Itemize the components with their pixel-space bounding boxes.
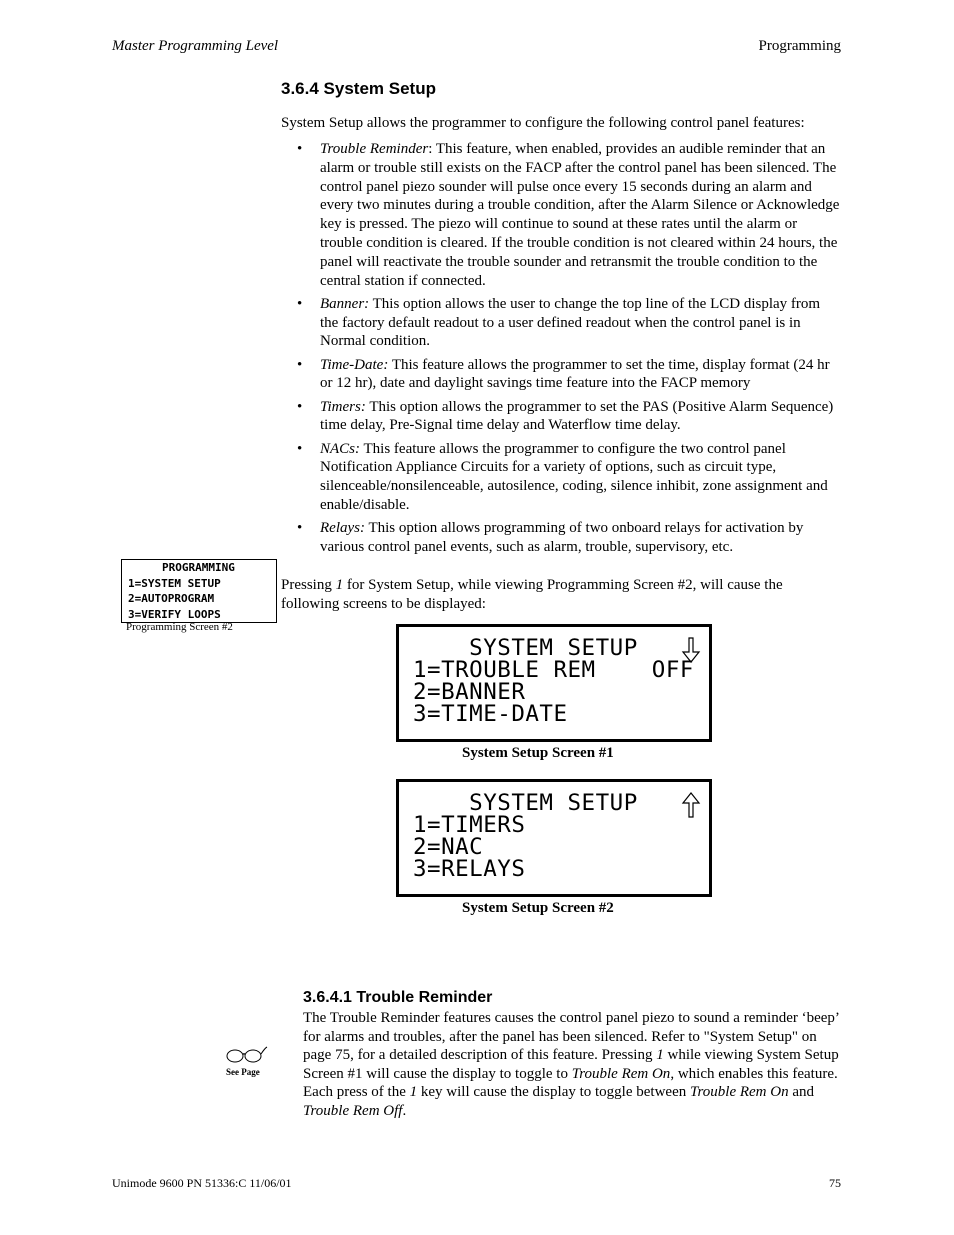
section-heading: 3.6.4 System Setup <box>281 79 436 98</box>
screen-caption: System Setup Screen #2 <box>462 900 614 916</box>
list-item <box>281 440 841 515</box>
lcd-line: SYSTEM SETUP <box>413 635 638 661</box>
list-item <box>281 519 841 557</box>
footer-document-id: Unimode 9600 PN 51336:C 11/06/01 <box>112 1176 292 1190</box>
bullet-icon: • <box>297 520 303 537</box>
bullet-icon: • <box>297 295 303 312</box>
list-item <box>281 356 841 394</box>
system-setup-screen-1 <box>396 624 712 742</box>
feature-term: Time-Date: <box>320 356 389 373</box>
feature-term: Trouble Reminder <box>320 141 429 157</box>
lcd-line: 2=NAC <box>413 834 484 860</box>
page-number: 75 <box>829 1176 841 1190</box>
eyeglasses-icon <box>224 1045 268 1065</box>
feature-term: Timers: <box>320 398 366 415</box>
screen-caption: System Setup Screen #1 <box>462 745 614 761</box>
running-header-title: Master Programming Level <box>112 38 279 54</box>
feature-term: Banner: <box>320 295 370 312</box>
programming-screen-display <box>121 559 277 623</box>
see-page-label: See Page <box>226 1067 260 1077</box>
trouble-reminder-paragraph: The Trouble Reminder features causes the control panel piezo to sound a reminder ‘beep’ for alarms and troubles, after the panel has been silenced. Refer to "System Setup" on page 75, for a detailed description of this feature. Pressing 1 while viewing System Setup Screen #1 will cause the display to toggle to Trouble Rem On, which enables this feature. Each press of the 1 key will cause the display to toggle between Trouble Rem On and Trouble Rem Off. <box>303 1010 839 1119</box>
bullet-icon: • <box>297 440 303 457</box>
programming-screen-line: 3=VERIFY LOOPS <box>128 607 221 621</box>
feature-list <box>281 140 841 561</box>
bullet-icon: • <box>297 398 303 415</box>
list-item <box>281 295 841 351</box>
feature-description: This option allows programming of two onboard relays for activation by various control panel events, such as alarm, trouble, supervisory, etc. <box>320 520 804 555</box>
programming-screen-caption: Programming Screen #2 <box>126 621 233 633</box>
feature-description: This feature, when enabled, provides an audible reminder that an alarm or trouble still exists on the FACP after the control panel has been silenced. The control panel piezo sounder will pulse once every 15 seconds during an alarm and every two minutes during a trouble condition, after the Alarm Silence or Acknowledge key is pressed. The piezo will continue to sound at these rates until the alarm or trouble condition is cleared. If the trouble condition is not cleared within 24 hours, the panel will reactivate the trouble sounder and retransmit the trouble condition to the central station if connected. <box>320 141 840 289</box>
feature-description: This feature allows the programmer to set the time, display format (24 hr or 12 hr), date and daylight savings time feature into the FACP memory <box>320 356 830 392</box>
down-arrow-icon <box>681 637 701 663</box>
pressing-paragraph: Pressing 1 for System Setup, while viewing Programming Screen #2, will cause the following screens to be displayed: <box>281 577 783 612</box>
programming-screen-title: PROGRAMMING <box>162 561 235 574</box>
lcd-line: 1=TIMERS <box>413 812 526 838</box>
bullet-icon: • <box>297 141 303 157</box>
lcd-line: 1=TROUBLE REM OFF <box>413 657 694 683</box>
lcd-line: 3=TIME-DATE <box>413 701 568 727</box>
section-intro: System Setup allows the programmer to configure the following control panel features: <box>281 115 805 131</box>
list-item: • Trouble Reminder: This feature, when enabled, provides an audible reminder that an alarm or trouble still exists on the FACP after the control panel has been silenced. The control panel piezo sounder will pulse once every 15 seconds during an alarm and every two minutes during a trouble condition, after the Alarm Silence or Acknowledge key is pressed. The piezo will continue to sound at these rates until the alarm or trouble condition is cleared. If the trouble condition is not cleared within 24 hours, the panel will reactivate the trouble sounder and retransmit the trouble condition to the central station if connected. <box>297 141 840 289</box>
subsection-heading: 3.6.4.1 Trouble Reminder <box>303 989 493 1006</box>
lcd-line: SYSTEM SETUP <box>413 790 638 816</box>
feature-description: This feature allows the programmer to configure the two control panel Notification Appliance Circuits for a variety of options, such as circuit type, silenceable/nonsilenceable, autosilence, coding, silence inhibit, zone assignment and enable/disable. <box>320 440 828 513</box>
lcd-line: 3=RELAYS <box>413 856 526 882</box>
feature-description: This option allows the programmer to set the PAS (Positive Alarm Sequence) time delay, Pre-Signal time delay and Waterflow time delay. <box>320 398 834 434</box>
feature-description: This option allows the user to change the top line of the LCD display from the factory default readout to a user defined readout when the control panel is in Normal condition. <box>320 295 821 350</box>
lcd-line: 2=BANNER <box>413 679 526 705</box>
feature-term: NACs: <box>320 440 361 457</box>
running-header-section: Programming <box>758 38 841 54</box>
feature-term: Relays: <box>320 520 365 537</box>
up-arrow-icon <box>681 792 701 818</box>
system-setup-screen-2 <box>396 779 712 897</box>
list-item <box>281 398 841 436</box>
programming-screen-line: 1=SYSTEM SETUP <box>128 576 221 590</box>
programming-screen-line: 2=AUTOPROGRAM <box>128 592 215 605</box>
bullet-icon: • <box>297 356 303 373</box>
